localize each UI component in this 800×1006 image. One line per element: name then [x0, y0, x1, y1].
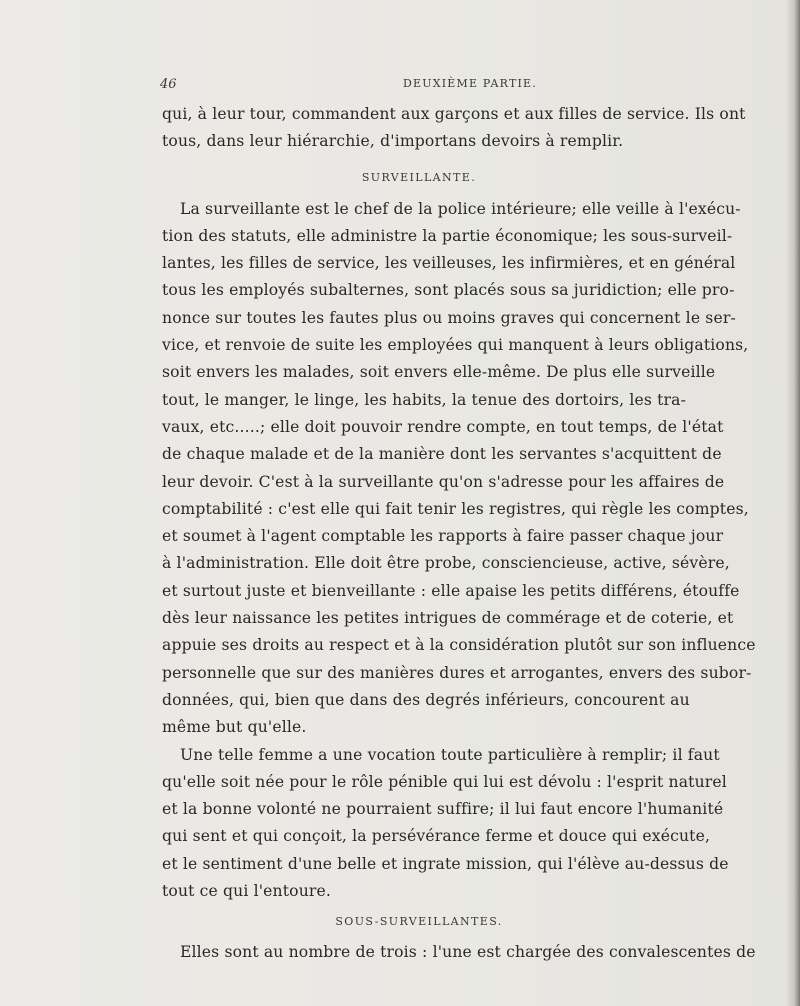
body-text — [162, 101, 756, 967]
text-line: tout, le manger, le linge, les habits, la tenue des dortoirs, les tra- — [162, 390, 686, 409]
text-line: qui, à leur tour, commandent aux garçons et aux filles de service. Ils ont — [162, 105, 746, 123]
text-line: comptabilité : c'est elle qui fait tenir les registres, qui règle les comptes, — [162, 499, 749, 518]
text-line: à l'administration. Elle doit être probe, consciencieuse, active, sévère, — [162, 554, 730, 573]
text-line: données, qui, bien que dans des degrés inférieurs, concourent au — [162, 690, 690, 709]
text-line: vice, et renvoie de suite les employées qui manquent à leurs obligations, — [162, 336, 749, 355]
section-title-sous-surveillantes: SOUS-SURVEILLANTES. — [335, 915, 503, 929]
text-line: Une telle femme a une vocation toute particulière à remplir; il faut — [180, 745, 720, 764]
text-line: de chaque malade et de la manière dont les servantes s'acquittent de — [162, 445, 722, 464]
text-line: nonce sur toutes les fautes plus ou moins graves qui concernent le ser- — [162, 308, 736, 327]
text-line: et le sentiment d'une belle et ingrate mission, qui l'élève au-dessus de — [162, 854, 729, 873]
text-line: Elles sont au nombre de trois : l'une est chargée des convalescentes de — [180, 943, 756, 962]
text-line: et surtout juste et bienveillante : elle apaise les petits différens, étouffe — [162, 581, 740, 600]
text-line: tous, dans leur hiérarchie, d'importans devoirs à remplir. — [162, 132, 624, 151]
text-line: lantes, les filles de service, les veilleuses, les infirmières, et en général — [162, 254, 736, 273]
text-line: La surveillante est le chef de la police intérieure; elle veille à l'exécu- — [180, 199, 741, 218]
text-line: qui sent et qui conçoit, la persévérance ferme et douce qui exécute, — [162, 827, 711, 846]
page-number: 46 — [160, 77, 177, 92]
text-line: vaux, etc.....; elle doit pouvoir rendre compte, en tout temps, de l'état — [162, 417, 724, 436]
text-line: et la bonne volonté ne pourraient suffire; il lui faut encore l'humanité — [162, 800, 724, 819]
text-line: personnelle que sur des manières dures et arrogantes, envers des subor- — [162, 663, 752, 682]
page-header — [160, 77, 680, 99]
running-head: DEUXIÈME PARTIE. — [403, 77, 537, 90]
text-line: appuie ses droits au respect et à la considération plutôt sur son influence — [162, 636, 756, 655]
page-edge-shadow — [786, 0, 800, 1006]
section-title-surveillante: SURVEILLANTE. — [361, 170, 477, 184]
text-line: dès leur naissance les petites intrigues de commérage et de coterie, et — [162, 609, 734, 628]
text-line: et soumet à l'agent comptable les rapports à faire passer chaque jour — [162, 527, 724, 546]
text-line: tout ce qui l'entoure. — [162, 882, 331, 901]
text-line: leur devoir. C'est à la surveillante qu'on s'adresse pour les affaires de — [162, 472, 725, 491]
text-line: soit envers les malades, soit envers elle-même. De plus elle surveille — [162, 363, 716, 382]
text-line: qu'elle soit née pour le rôle pénible qui lui est dévolu : l'esprit naturel — [162, 772, 727, 791]
text-line: tion des statuts, elle administre la partie économique; les sous-surveil- — [162, 226, 733, 245]
text-line: tous les employés subalternes, sont placés sous sa juridiction; elle pro- — [162, 281, 735, 300]
text-line: même but qu'elle. — [162, 718, 307, 737]
